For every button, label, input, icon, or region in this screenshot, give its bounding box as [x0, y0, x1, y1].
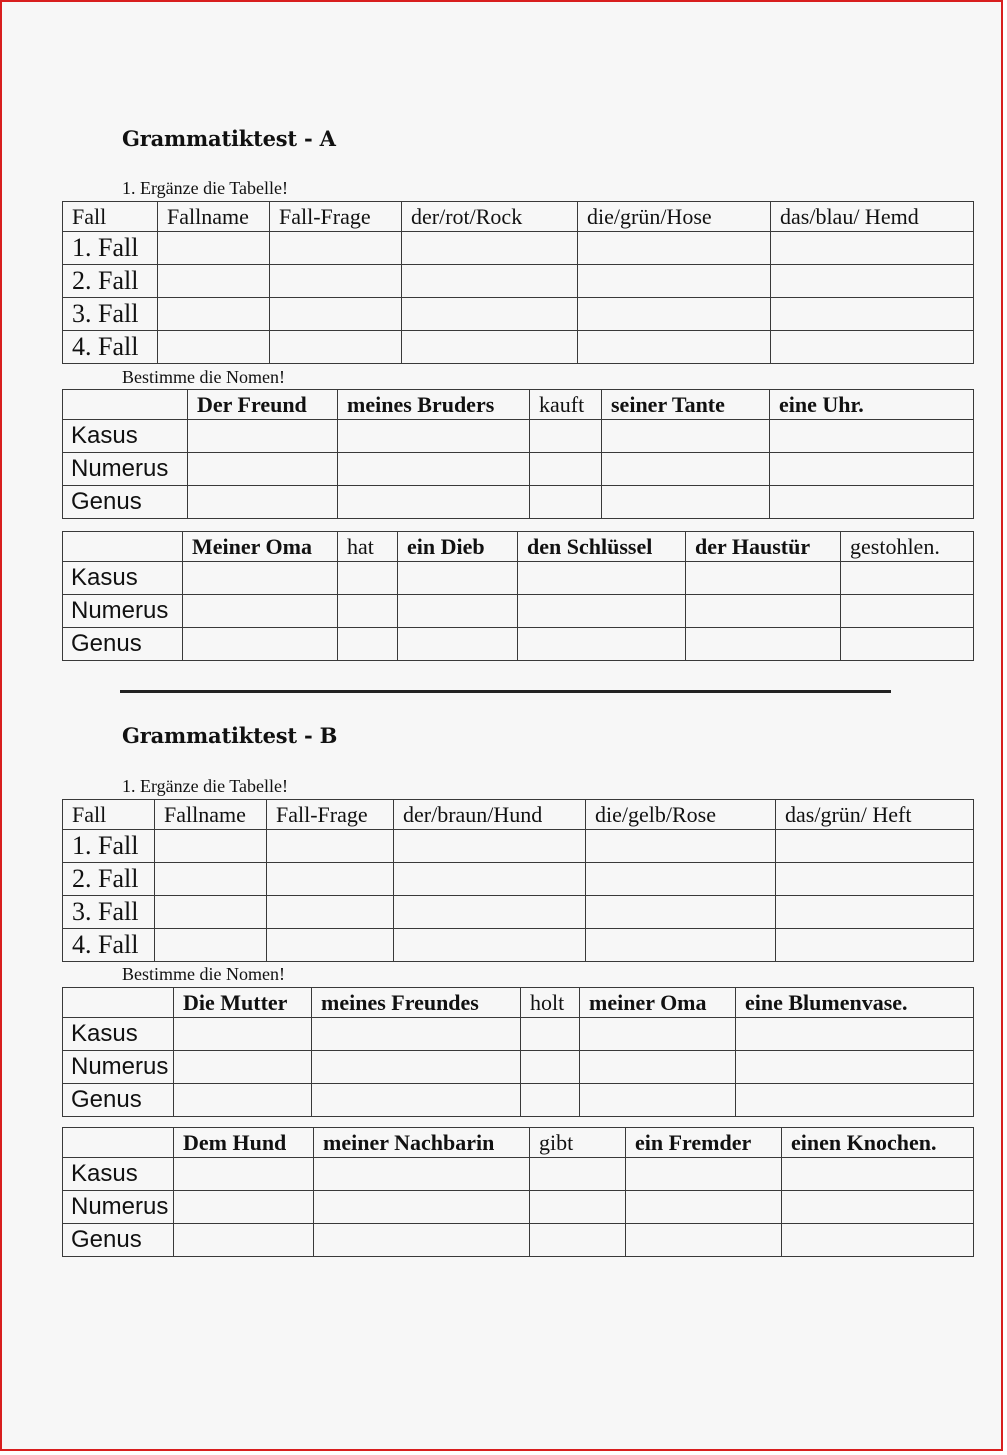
answer-cell[interactable]	[174, 1084, 312, 1117]
header-cell: Fall-Frage	[267, 800, 394, 830]
header-cell: der/braun/Hund	[394, 800, 586, 830]
row-label: 1. Fall	[63, 830, 155, 863]
answer-cell[interactable]	[770, 420, 974, 453]
answer-cell[interactable]	[602, 453, 770, 486]
row-label: Numerus	[63, 1051, 174, 1084]
header-cell: meines Freundes	[312, 988, 521, 1018]
header-cell	[63, 390, 188, 420]
header-cell: die/grün/Hose	[578, 202, 771, 232]
answer-cell[interactable]	[402, 265, 578, 298]
answer-cell[interactable]	[398, 562, 518, 595]
answer-cell[interactable]	[530, 486, 602, 519]
header-cell: meines Bruders	[338, 390, 530, 420]
header-cell: gibt	[530, 1128, 626, 1158]
row-label: Genus	[63, 1224, 174, 1257]
answer-cell[interactable]	[155, 863, 267, 896]
answer-cell[interactable]	[188, 420, 338, 453]
test-b-title: Grammatiktest - B	[122, 723, 338, 748]
answer-cell[interactable]	[776, 896, 974, 929]
header-cell	[63, 1128, 174, 1158]
test-b-nomen-table-2	[62, 1127, 974, 1257]
answer-cell[interactable]	[586, 863, 776, 896]
answer-cell[interactable]	[183, 595, 338, 628]
answer-cell[interactable]	[402, 298, 578, 331]
table-row	[63, 562, 974, 595]
table-header-row	[63, 532, 974, 562]
table-row	[63, 298, 974, 331]
answer-cell[interactable]	[782, 1224, 974, 1257]
test-b-nomen-table-1	[62, 987, 974, 1117]
answer-cell[interactable]	[602, 486, 770, 519]
answer-cell[interactable]	[270, 265, 402, 298]
answer-cell[interactable]	[155, 830, 267, 863]
answer-cell[interactable]	[155, 929, 267, 962]
answer-cell[interactable]	[580, 1084, 736, 1117]
answer-cell[interactable]	[776, 830, 974, 863]
answer-cell[interactable]	[626, 1191, 782, 1224]
table-row	[63, 486, 974, 519]
row-label: 3. Fall	[63, 298, 158, 331]
answer-cell[interactable]	[398, 628, 518, 661]
answer-cell[interactable]	[267, 929, 394, 962]
header-cell: Fall-Frage	[270, 202, 402, 232]
test-a-task1: 1. Ergänze die Tabelle!	[122, 178, 288, 198]
answer-cell[interactable]	[155, 896, 267, 929]
answer-cell[interactable]	[626, 1158, 782, 1191]
answer-cell[interactable]	[771, 232, 974, 265]
answer-cell[interactable]	[602, 420, 770, 453]
table-row	[63, 420, 974, 453]
header-cell: die/gelb/Rose	[586, 800, 776, 830]
answer-cell[interactable]	[530, 1191, 626, 1224]
answer-cell[interactable]	[338, 453, 530, 486]
answer-cell[interactable]	[394, 896, 586, 929]
header-cell: der/rot/Rock	[402, 202, 578, 232]
answer-cell[interactable]	[312, 1018, 521, 1051]
table-row	[63, 1051, 974, 1084]
table-row	[63, 1158, 974, 1191]
header-cell: Fallname	[158, 202, 270, 232]
answer-cell[interactable]	[771, 331, 974, 364]
answer-cell[interactable]	[776, 929, 974, 962]
answer-cell[interactable]	[580, 1051, 736, 1084]
answer-cell[interactable]	[314, 1158, 530, 1191]
answer-cell[interactable]	[402, 232, 578, 265]
row-label: Numerus	[63, 595, 183, 628]
answer-cell[interactable]	[158, 331, 270, 364]
answer-cell[interactable]	[394, 929, 586, 962]
answer-cell[interactable]	[158, 298, 270, 331]
answer-cell[interactable]	[530, 420, 602, 453]
header-cell: Fallname	[155, 800, 267, 830]
table-row	[63, 863, 974, 896]
answer-cell[interactable]	[521, 1084, 580, 1117]
answer-cell[interactable]	[394, 830, 586, 863]
table-row	[63, 896, 974, 929]
answer-cell[interactable]	[771, 265, 974, 298]
header-cell: ein Fremder	[626, 1128, 782, 1158]
test-b-task1: 1. Ergänze die Tabelle!	[122, 776, 288, 796]
answer-cell[interactable]	[736, 1018, 974, 1051]
answer-cell[interactable]	[314, 1224, 530, 1257]
answer-cell[interactable]	[518, 628, 686, 661]
answer-cell[interactable]	[578, 265, 771, 298]
answer-cell[interactable]	[782, 1158, 974, 1191]
header-cell: holt	[521, 988, 580, 1018]
answer-cell[interactable]	[267, 863, 394, 896]
table-row	[63, 595, 974, 628]
row-label: Kasus	[63, 1018, 174, 1051]
header-cell	[63, 988, 174, 1018]
answer-cell[interactable]	[312, 1051, 521, 1084]
test-a-nomen-table-2	[62, 531, 974, 661]
row-label: Genus	[63, 628, 183, 661]
row-label: 2. Fall	[63, 265, 158, 298]
answer-cell[interactable]	[174, 1224, 314, 1257]
test-b-task2: Bestimme die Nomen!	[122, 964, 285, 984]
answer-cell[interactable]	[338, 420, 530, 453]
table-row	[63, 1191, 974, 1224]
answer-cell[interactable]	[267, 830, 394, 863]
answer-cell[interactable]	[398, 595, 518, 628]
row-label: Kasus	[63, 420, 188, 453]
answer-cell[interactable]	[188, 486, 338, 519]
section-divider	[120, 690, 891, 693]
table-header-row	[63, 800, 974, 830]
answer-cell[interactable]	[736, 1084, 974, 1117]
answer-cell[interactable]	[586, 896, 776, 929]
answer-cell[interactable]	[270, 298, 402, 331]
answer-cell[interactable]	[338, 628, 398, 661]
answer-cell[interactable]	[518, 595, 686, 628]
test-a-title: Grammatiktest - A	[122, 126, 336, 151]
answer-cell[interactable]	[312, 1084, 521, 1117]
answer-cell[interactable]	[521, 1018, 580, 1051]
answer-cell[interactable]	[578, 298, 771, 331]
row-label: 4. Fall	[63, 331, 158, 364]
table-row	[63, 232, 974, 265]
header-cell: Dem Hund	[174, 1128, 314, 1158]
test-a-nomen-table-1	[62, 389, 974, 519]
row-label: Numerus	[63, 453, 188, 486]
row-label: 4. Fall	[63, 929, 155, 962]
answer-cell[interactable]	[841, 595, 974, 628]
header-cell: einen Knochen.	[782, 1128, 974, 1158]
table-header-row	[63, 390, 974, 420]
header-cell	[63, 532, 183, 562]
row-label: Kasus	[63, 1158, 174, 1191]
answer-cell[interactable]	[770, 453, 974, 486]
table-row	[63, 929, 974, 962]
header-cell: kauft	[530, 390, 602, 420]
header-cell: das/grün/ Heft	[776, 800, 974, 830]
answer-cell[interactable]	[530, 453, 602, 486]
table-row	[63, 1224, 974, 1257]
header-cell: den Schlüssel	[518, 532, 686, 562]
answer-cell[interactable]	[188, 453, 338, 486]
answer-cell[interactable]	[782, 1191, 974, 1224]
header-cell: Die Mutter	[174, 988, 312, 1018]
answer-cell[interactable]	[314, 1191, 530, 1224]
header-cell: meiner Oma	[580, 988, 736, 1018]
answer-cell[interactable]	[578, 331, 771, 364]
table-row	[63, 265, 974, 298]
answer-cell[interactable]	[686, 562, 841, 595]
answer-cell[interactable]	[686, 595, 841, 628]
answer-cell[interactable]	[586, 830, 776, 863]
answer-cell[interactable]	[183, 562, 338, 595]
answer-cell[interactable]	[586, 929, 776, 962]
header-cell: eine Blumenvase.	[736, 988, 974, 1018]
answer-cell[interactable]	[578, 232, 771, 265]
header-cell: Meiner Oma	[183, 532, 338, 562]
answer-cell[interactable]	[686, 628, 841, 661]
answer-cell[interactable]	[402, 331, 578, 364]
row-label: Genus	[63, 1084, 174, 1117]
table-header-row	[63, 988, 974, 1018]
answer-cell[interactable]	[770, 486, 974, 519]
row-label: Genus	[63, 486, 188, 519]
header-cell: Fall	[63, 202, 158, 232]
answer-cell[interactable]	[158, 232, 270, 265]
answer-cell[interactable]	[518, 562, 686, 595]
answer-cell[interactable]	[174, 1191, 314, 1224]
answer-cell[interactable]	[338, 486, 530, 519]
answer-cell[interactable]	[174, 1158, 314, 1191]
row-label: 3. Fall	[63, 896, 155, 929]
answer-cell[interactable]	[530, 1158, 626, 1191]
table-header-row	[63, 1128, 974, 1158]
test-a-fall-table	[62, 201, 974, 364]
header-cell: Der Freund	[188, 390, 338, 420]
answer-cell[interactable]	[530, 1224, 626, 1257]
header-cell: ein Dieb	[398, 532, 518, 562]
answer-cell[interactable]	[270, 331, 402, 364]
answer-cell[interactable]	[394, 863, 586, 896]
header-cell: eine Uhr.	[770, 390, 974, 420]
header-cell: Fall	[63, 800, 155, 830]
header-cell: hat	[338, 532, 398, 562]
answer-cell[interactable]	[841, 562, 974, 595]
answer-cell[interactable]	[521, 1051, 580, 1084]
answer-cell[interactable]	[183, 628, 338, 661]
answer-cell[interactable]	[174, 1051, 312, 1084]
answer-cell[interactable]	[338, 562, 398, 595]
answer-cell[interactable]	[736, 1051, 974, 1084]
table-row	[63, 1018, 974, 1051]
answer-cell[interactable]	[270, 232, 402, 265]
answer-cell[interactable]	[580, 1018, 736, 1051]
answer-cell[interactable]	[771, 298, 974, 331]
header-cell: gestohlen.	[841, 532, 974, 562]
table-row	[63, 1084, 974, 1117]
answer-cell[interactable]	[841, 628, 974, 661]
test-a-task2: Bestimme die Nomen!	[122, 367, 285, 387]
row-label: Numerus	[63, 1191, 174, 1224]
row-label: 2. Fall	[63, 863, 155, 896]
header-cell: meiner Nachbarin	[314, 1128, 530, 1158]
answer-cell[interactable]	[626, 1224, 782, 1257]
row-label: Kasus	[63, 562, 183, 595]
table-row	[63, 331, 974, 364]
test-b-fall-table	[62, 799, 974, 962]
header-cell: seiner Tante	[602, 390, 770, 420]
answer-cell[interactable]	[267, 896, 394, 929]
row-label: 1. Fall	[63, 232, 158, 265]
answer-cell[interactable]	[158, 265, 270, 298]
header-cell: der Haustür	[686, 532, 841, 562]
table-row	[63, 453, 974, 486]
table-header-row	[63, 202, 974, 232]
header-cell: das/blau/ Hemd	[771, 202, 974, 232]
answer-cell[interactable]	[776, 863, 974, 896]
answer-cell[interactable]	[338, 595, 398, 628]
answer-cell[interactable]	[174, 1018, 312, 1051]
table-row	[63, 830, 974, 863]
table-row	[63, 628, 974, 661]
